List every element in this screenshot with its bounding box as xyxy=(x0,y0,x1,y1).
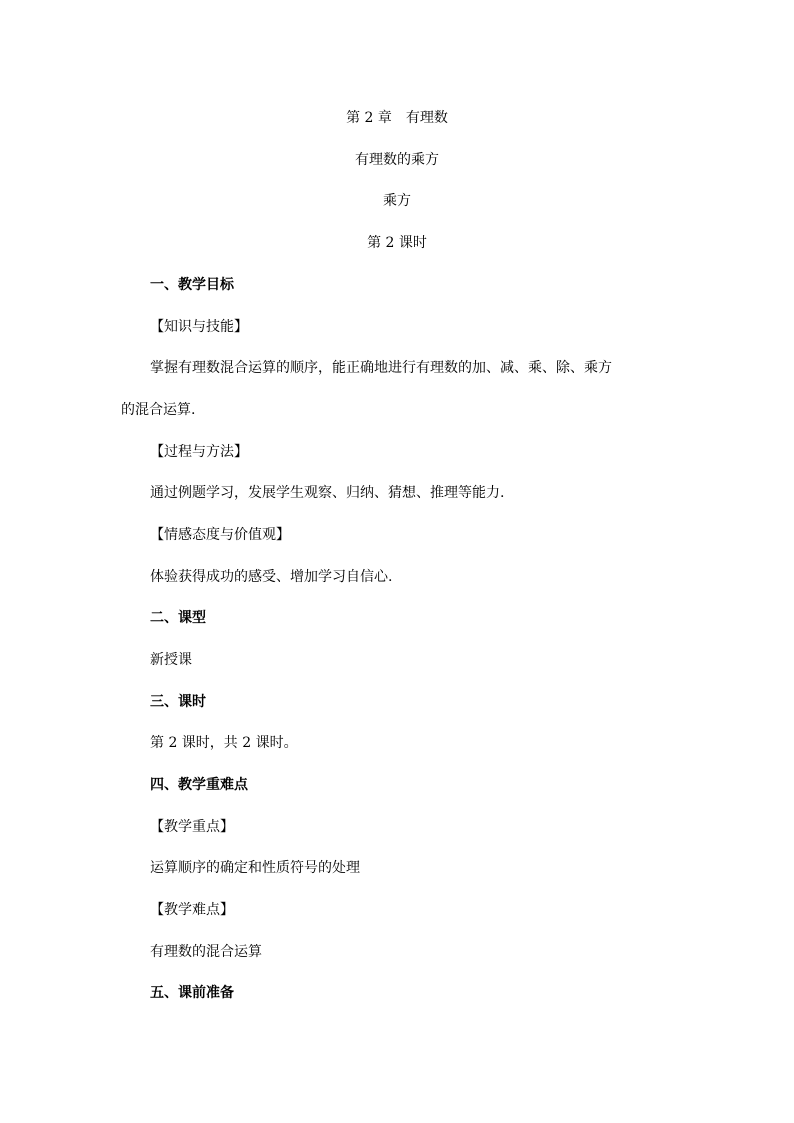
chapter-name: 有理数 xyxy=(405,110,448,126)
knowledge-label: 【知识与技能】 xyxy=(150,319,248,335)
knowledge-text-line1: 掌握有理数混合运算的顺序，能正确地进行有理数的加、减、乘、除、乘方 xyxy=(150,360,612,376)
objectives-heading: 一、教学目标 xyxy=(150,277,234,293)
lesson-type-text: 新授课 xyxy=(150,652,192,668)
subsection-title: 乘方 xyxy=(383,193,411,209)
section-title: 有理数的乘方 xyxy=(355,152,439,168)
lesson-hours-heading: 三、课时 xyxy=(150,694,206,710)
process-label: 【过程与方法】 xyxy=(150,444,248,460)
knowledge-text-line2: 的混合运算. xyxy=(121,402,196,418)
focus-text: 运算顺序的确定和性质符号的处理 xyxy=(150,860,360,876)
lesson-type-heading: 二、课型 xyxy=(150,610,206,626)
attitude-label: 【情感态度与价值观】 xyxy=(150,527,290,543)
focus-label: 【教学重点】 xyxy=(150,819,234,835)
preparation-heading: 五、课前准备 xyxy=(150,985,234,1001)
chapter-number: 第 2 章 xyxy=(346,110,392,126)
lesson-title: 第 2 课时 xyxy=(367,235,427,251)
attitude-text: 体验获得成功的感受、增加学习自信心. xyxy=(150,569,393,585)
lesson-hours-text: 第 2 课时，共 2 课时。 xyxy=(150,735,298,751)
chapter-title xyxy=(0,108,794,128)
key-points-heading: 四、教学重难点 xyxy=(150,777,248,793)
difficulty-text: 有理数的混合运算 xyxy=(150,944,262,960)
process-text: 通过例题学习，发展学生观察、归纳、猜想、推理等能力. xyxy=(150,485,505,501)
difficulty-label: 【教学难点】 xyxy=(150,902,234,918)
